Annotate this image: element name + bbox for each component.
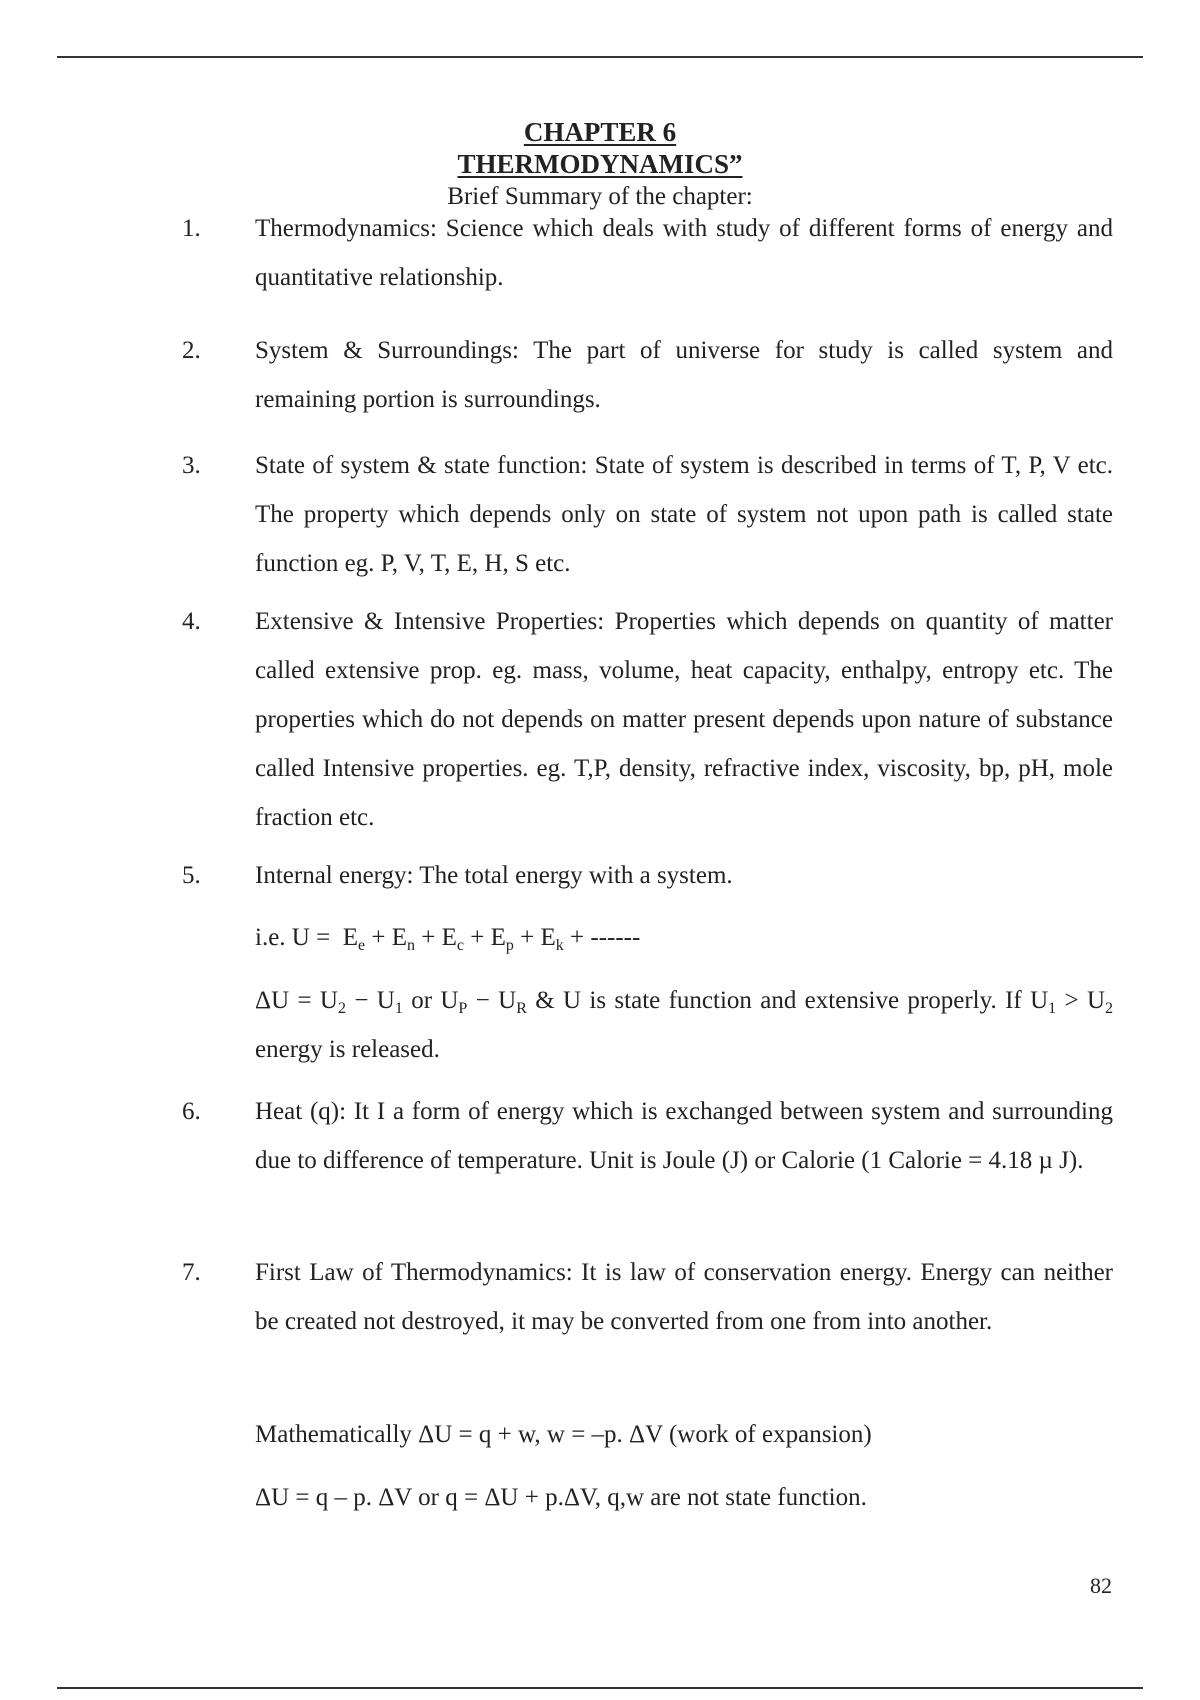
item-number: 3. <box>182 452 201 479</box>
item-text: System & Surroundings: The part of universe for study is called system and remaining portion is surroundings. <box>255 337 1113 413</box>
chapter-heading: CHAPTER 6 <box>523 117 677 147</box>
internal-energy-equation: i.e. $U = E_e + E_n + E_c + E_p + E_k$ + ------ <box>255 924 641 954</box>
first-law-equation: Mathematically ΔU = q + w, w = –p. ΔV (work of expansion) <box>255 1421 872 1448</box>
item-text: Heat (q): It I a form of energy which is exchanged between system and surrounding due to difference of temperature. Unit is Joule (J) or Calorie (1 Calorie = 4.18 µ J). <box>255 1098 1113 1174</box>
item-number: 7. <box>182 1259 201 1286</box>
chapter-title: THERMODYNAMICS” <box>457 149 743 179</box>
item-number: 1. <box>182 215 201 242</box>
item-text: Extensive & Intensive Properties: Properties which depends on quantity of matter called extensive prop. eg. mass, volume, heat capacity, enthalpy, entropy etc. The properties which do not depends on matter present depends upon nature of substance called Intensive properties. eg. T,P, density, refractive index, viscosity, bp, pH, mole fraction etc. <box>255 608 1113 831</box>
item-number: 5. <box>182 862 201 889</box>
item-text: Thermodynamics: Science which deals with study of different forms of energy and quantitative relationship. <box>255 215 1113 291</box>
first-law-rearranged-equation: ΔU = q – p. ΔV or q = ΔU + p.ΔV, q,w are not state function. <box>255 1484 867 1511</box>
item-number: 4. <box>182 608 201 635</box>
delta-u-equation: $\Delta U = U_2 - U_1$ or $U_P - U_R$ & U is state function and extensive properly. If $U_1 > U_2$ energy is released. <box>255 987 1114 1063</box>
item-number: 2. <box>182 337 201 364</box>
item-text: State of system & state function: State of system is described in terms of T, P, V etc. The property which depends only on state of system not upon path is called state function eg. P, V, T, E, H, S etc. <box>255 452 1113 577</box>
page-number: 82 <box>1090 1573 1112 1598</box>
summary-subtitle: Brief Summary of the chapter: <box>447 183 753 210</box>
bottom-rule <box>57 1687 1143 1689</box>
item-text: First Law of Thermodynamics: It is law of conservation energy. Energy can neither be created not destroyed, it may be converted from one from into another. <box>255 1259 1113 1335</box>
item-number: 6. <box>182 1098 201 1125</box>
top-rule <box>57 56 1143 58</box>
item-text: Internal energy: The total energy with a system. <box>255 862 733 889</box>
